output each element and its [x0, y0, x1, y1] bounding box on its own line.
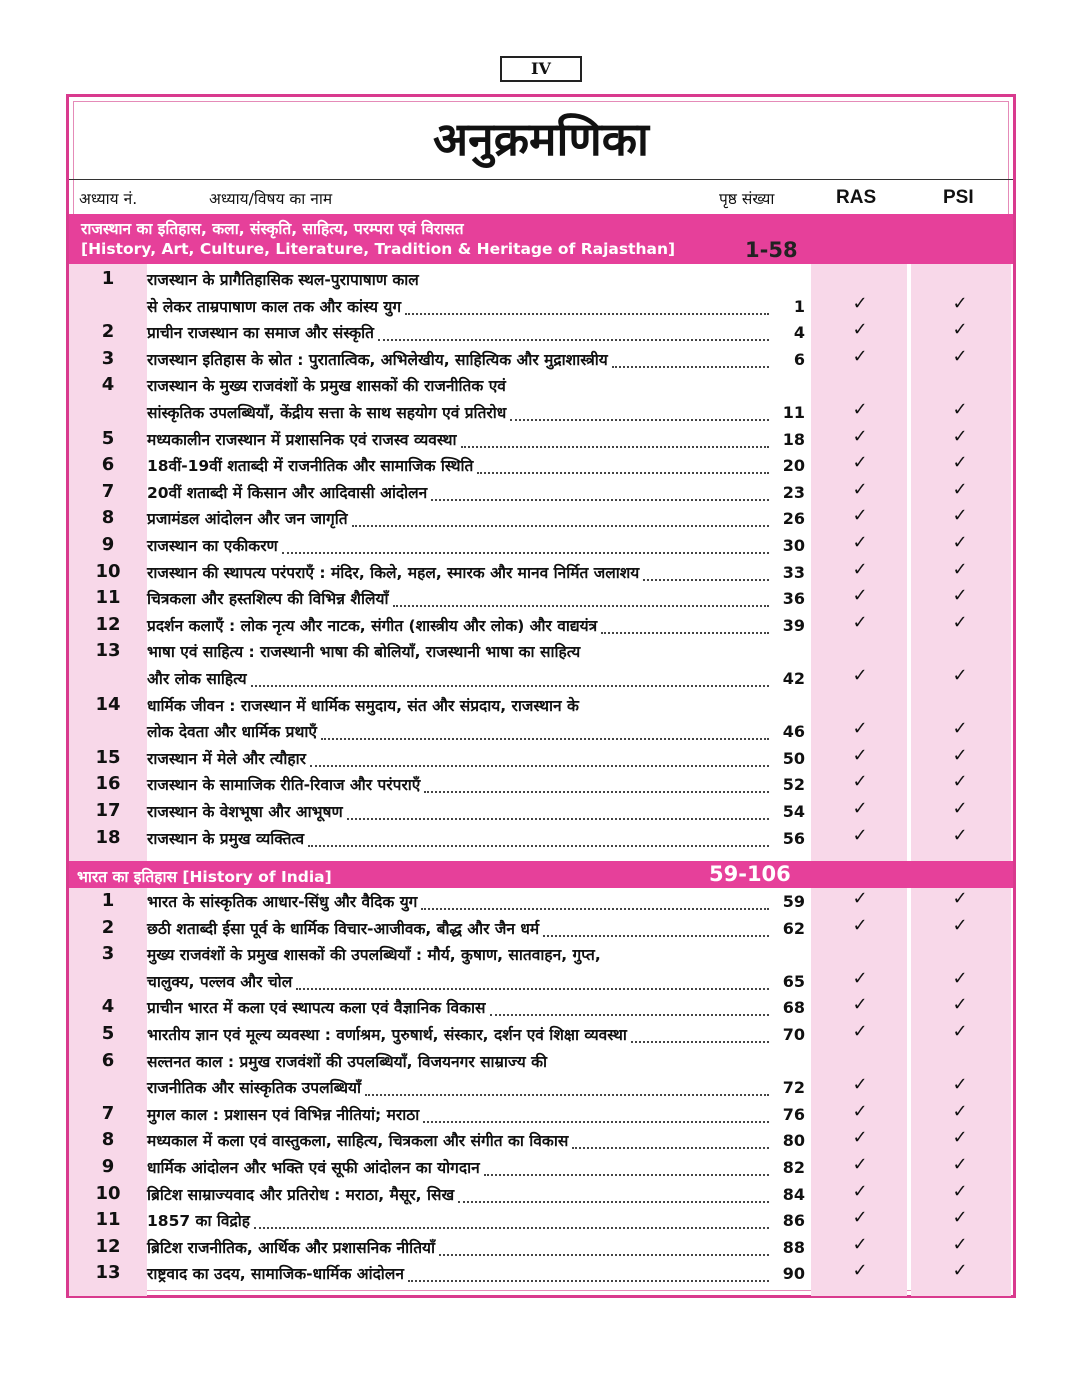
ras-check-icon: ✓: [852, 452, 868, 474]
toc-row: [69, 534, 1013, 561]
chapter-number: 12: [95, 1235, 121, 1257]
chapter-number: 1: [101, 890, 115, 911]
leader-dots: [543, 935, 769, 937]
page-ref: 82: [782, 1158, 805, 1177]
leader-dots: [490, 1014, 769, 1016]
ras-check-icon: ✓: [852, 967, 868, 989]
page-ref: 68: [782, 998, 805, 1018]
chapter-title: प्राचीन राजस्थान का समाज और संस्कृति: [147, 324, 375, 343]
header-chapter-name: अध्याय/विषय का नाम: [209, 190, 333, 208]
page-ref: 88: [782, 1237, 805, 1257]
toc-row: [69, 454, 1013, 481]
leader-dots: [405, 313, 769, 315]
chapter-number: 13: [95, 1262, 121, 1284]
toc-row: [69, 943, 1013, 996]
chapter-number: 3: [101, 347, 115, 369]
ras-check-icon: ✓: [852, 292, 868, 314]
chapter-title: छठी शताब्दी ईसा पूर्व के धार्मिक विचार-आजीवक, बौद्ध और जैन धर्म: [147, 919, 540, 938]
ras-check-icon: ✓: [852, 1233, 868, 1255]
ras-check-icon: ✓: [852, 505, 868, 527]
page-ref: 59: [782, 892, 805, 911]
ras-check-icon: ✓: [852, 914, 868, 936]
chapter-number: 5: [101, 427, 115, 449]
chapter-number: 17: [95, 800, 121, 821]
page-ref: 80: [782, 1131, 805, 1151]
page-ref: 1: [793, 296, 805, 316]
chapter-title: सांस्कृतिक उपलब्धियाँ, केंद्रीय सत्ता के साथ सहयोग एवं प्रतिरोध: [147, 403, 507, 422]
psi-check-icon: ✓: [952, 292, 968, 314]
chapter-title: भारत के सांस्कृतिक आधार-सिंधु और वैदिक युग: [147, 893, 418, 911]
toc-row: [69, 558, 1013, 588]
toc-row: [69, 1129, 1013, 1156]
psi-check-icon: ✓: [952, 558, 968, 580]
leader-dots: [393, 605, 769, 607]
page-ref: 70: [782, 1025, 805, 1044]
leader-dots: [477, 472, 769, 474]
ras-check-icon: ✓: [852, 1154, 868, 1175]
toc-row: [69, 773, 1013, 800]
toc-row: [69, 1050, 1013, 1103]
page-ref: 23: [782, 482, 805, 502]
page-ref: 30: [782, 536, 805, 555]
ras-check-icon: ✓: [852, 398, 868, 420]
section-title-english: [History, Art, Culture, Literature, Tradition & Heritage of Rajasthan]: [81, 240, 676, 258]
toc-row: [69, 425, 1013, 455]
chapter-number: 2: [101, 321, 115, 343]
psi-check-icon: ✓: [952, 319, 968, 341]
ras-check-icon: ✓: [852, 425, 868, 447]
chapter-title: मध्यकालीन राजस्थान में प्रशासनिक एवं राजस्व व्यवस्था: [147, 430, 457, 449]
psi-check-icon: ✓: [952, 478, 968, 500]
leader-dots: [421, 908, 769, 910]
chapter-title: राजस्थान इतिहास के स्रोत : पुरातात्विक, अभिलेखीय, साहित्यिक और मुद्राशास्त्रीय: [147, 350, 608, 369]
chapter-title: राष्ट्रवाद का उदय, सामाजिक-धार्मिक आंदोलन: [147, 1265, 404, 1284]
leader-dots: [484, 1174, 769, 1176]
page-ref: 72: [782, 1078, 805, 1098]
ras-check-icon: ✓: [852, 1021, 868, 1042]
chapter-title: प्राचीन भारत में कला एवं स्थापत्य कला एवं वैज्ञानिक विकास: [147, 999, 486, 1018]
chapter-number: 12: [95, 613, 121, 635]
ras-check-icon: ✓: [852, 1100, 868, 1122]
section-page-range: 59-106: [709, 862, 791, 886]
chapter-number: 11: [95, 587, 121, 609]
leader-dots: [352, 525, 769, 527]
leader-dots: [365, 1094, 769, 1096]
leader-dots: [310, 765, 769, 767]
section-page-range: 1-58: [745, 238, 798, 262]
psi-check-icon: ✓: [952, 1074, 968, 1096]
chapter-title: चालुक्य, पल्लव और चोल: [147, 972, 293, 991]
psi-check-icon: ✓: [952, 1100, 968, 1122]
psi-check-icon: ✓: [952, 824, 968, 846]
leader-dots: [347, 818, 769, 820]
chapter-title: 20वीं शताब्दी में किसान और आदिवासी आंदोलन: [147, 483, 428, 502]
ras-check-icon: ✓: [852, 532, 868, 553]
chapter-number: 4: [101, 996, 115, 1018]
chapter-number: 7: [101, 480, 115, 502]
chapter-title: प्रदर्शन कलाएँ : लोक नृत्य और नाटक, संगीत (शास्त्रीय और लोक) और वाद्ययंत्र: [147, 616, 598, 635]
section-title-hindi: राजस्थान का इतिहास, कला, संस्कृति, साहित्य, परम्परा एवं विरासत: [81, 220, 464, 238]
chapter-number: 3: [101, 943, 115, 965]
psi-check-icon: ✓: [952, 744, 968, 766]
chapter-number: 4: [101, 374, 115, 396]
ras-check-icon: ✓: [852, 824, 868, 846]
chapter-number: 6: [101, 454, 115, 476]
chapter-title: चित्रकला और हस्तशिल्प की विभिन्न शैलियाँ: [147, 590, 389, 609]
chapter-title: राजस्थान में मेले और त्यौहार: [147, 749, 307, 768]
toc-row: [69, 1262, 1013, 1289]
chapter-title: मुगल काल : प्रशासन एवं विभिन्न नीतियां; मराठा: [147, 1105, 420, 1124]
chapter-title: राजस्थान के सामाजिक रीति-रिवाज और परंपराएँ: [147, 776, 421, 795]
chapter-number: 11: [95, 1209, 121, 1231]
chapter-number: 14: [95, 693, 121, 715]
section-header-rajasthan: [69, 214, 1013, 264]
leader-dots: [282, 552, 769, 554]
chapter-title: राजस्थान का एकीकरण: [147, 537, 278, 555]
page-ref: 50: [782, 748, 805, 768]
toc-row: [69, 1156, 1013, 1183]
toc-row: [69, 1209, 1013, 1236]
page-ref: 39: [782, 615, 805, 635]
page-ref: 11: [782, 402, 805, 422]
chapter-number: 15: [95, 746, 121, 768]
header-psi: PSI: [943, 187, 974, 208]
chapter-number: 9: [101, 534, 115, 555]
chapter-title: लोक देवता और धार्मिक प्रथाएँ: [147, 723, 317, 742]
ras-check-icon: ✓: [852, 888, 868, 909]
ras-check-icon: ✓: [852, 744, 868, 766]
leader-dots: [601, 632, 769, 634]
psi-check-icon: ✓: [952, 1233, 968, 1255]
toc-row: [69, 890, 1013, 917]
toc-frame: [66, 94, 1016, 1298]
toc-row: [69, 374, 1013, 427]
ras-check-icon: ✓: [852, 1127, 868, 1149]
psi-check-icon: ✓: [952, 1021, 968, 1042]
table-header: [69, 179, 1013, 215]
chapter-number: 10: [95, 560, 121, 582]
chapter-title: मध्यकाल में कला एवं वास्तुकला, साहित्य, चित्रकला और संगीत का विकास: [147, 1132, 569, 1151]
page-ref: 86: [782, 1211, 805, 1231]
toc-row: [69, 824, 1013, 854]
page-ref: 52: [782, 775, 805, 795]
page-ref: 18: [782, 429, 805, 449]
toc-row: [69, 1233, 1013, 1263]
chapter-title: से लेकर ताम्रपाषाण काल तक और कांस्य युग: [147, 297, 402, 316]
toc-row: [69, 744, 1013, 774]
psi-check-icon: ✓: [952, 1154, 968, 1175]
page-title: अनुक्रमणिका: [433, 112, 649, 166]
toc-row: [69, 478, 1013, 508]
psi-check-icon: ✓: [952, 398, 968, 420]
ras-check-icon: ✓: [852, 718, 868, 740]
leader-dots: [424, 791, 769, 793]
ras-check-icon: ✓: [852, 798, 868, 819]
toc-row: [69, 640, 1013, 693]
page-ref: 20: [782, 456, 805, 476]
ras-check-icon: ✓: [852, 611, 868, 633]
leader-dots: [378, 339, 769, 341]
leader-dots: [631, 1041, 769, 1043]
ras-check-icon: ✓: [852, 664, 868, 686]
ras-check-icon: ✓: [852, 558, 868, 580]
leader-dots: [408, 1280, 769, 1282]
ras-check-icon: ✓: [852, 994, 868, 1016]
psi-check-icon: ✓: [952, 798, 968, 819]
chapter-title: ब्रिटिश साम्राज्यवाद और प्रतिरोध : मराठा, मैसूर, सिख: [147, 1185, 455, 1204]
chapter-title: राजस्थान के वेशभूषा और आभूषण: [147, 803, 343, 821]
page-ref: 56: [782, 828, 805, 848]
leader-dots: [251, 685, 769, 687]
chapter-title: भाषा एवं साहित्य : राजस्थानी भाषा की बोलियाँ, राजस्थानी भाषा का साहित्य: [147, 643, 581, 662]
leader-dots: [643, 579, 769, 581]
page-ref: 62: [782, 918, 805, 938]
chapter-number: 6: [101, 1049, 115, 1071]
psi-check-icon: ✓: [952, 1180, 968, 1202]
psi-check-icon: ✓: [952, 994, 968, 1016]
chapter-number: 18: [95, 826, 121, 848]
psi-check-icon: ✓: [952, 1207, 968, 1229]
toc-row: [69, 321, 1013, 348]
chapter-number: 2: [101, 916, 115, 938]
psi-check-icon: ✓: [952, 532, 968, 553]
chapter-number: 1: [101, 268, 115, 289]
chapter-title: राजनीतिक और सांस्कृतिक उपलब्धियाँ: [147, 1079, 362, 1098]
chapter-number: 10: [95, 1182, 121, 1204]
leader-dots: [439, 1254, 769, 1256]
chapter-title: 1857 का विद्रोह: [147, 1212, 250, 1231]
toc-row: [69, 587, 1013, 614]
page-ref: 54: [782, 802, 805, 821]
leader-dots: [461, 446, 769, 448]
leader-dots: [458, 1201, 769, 1203]
toc-row: [69, 1100, 1013, 1130]
leader-dots: [423, 1121, 769, 1123]
ras-check-icon: ✓: [852, 478, 868, 500]
chapter-number: 5: [101, 1023, 115, 1044]
chapter-title: 18वीं-19वीं शताब्दी में राजनीतिक और सामाजिक स्थिति: [147, 457, 474, 476]
toc-row: [69, 996, 1013, 1023]
page-ref: 65: [782, 971, 805, 991]
psi-check-icon: ✓: [952, 425, 968, 447]
toc-row: [69, 1180, 1013, 1210]
chapter-title: राजस्थान के मुख्य राजवंशों के प्रमुख शासकों की राजनीतिक एवं: [147, 377, 506, 396]
page-ref: 6: [793, 349, 805, 369]
section-title-hindi: भारत का इतिहास [History of India]: [77, 868, 332, 886]
chapter-title: मुख्य राजवंशों के प्रमुख शासकों की उपलब्धियाँ : मौर्य, कुषाण, सातवाहन, गुप्त,: [147, 946, 601, 965]
psi-check-icon: ✓: [952, 914, 968, 936]
page-ref: 90: [782, 1264, 805, 1284]
page-ref: 46: [782, 722, 805, 742]
leader-dots: [296, 988, 769, 990]
page-ref: 33: [782, 562, 805, 582]
psi-check-icon: ✓: [952, 452, 968, 474]
psi-check-icon: ✓: [952, 585, 968, 607]
ras-check-icon: ✓: [852, 1260, 868, 1282]
toc-row: [69, 611, 1013, 641]
psi-check-icon: ✓: [952, 1260, 968, 1282]
leader-dots: [612, 366, 769, 368]
psi-check-icon: ✓: [952, 967, 968, 989]
page-ref: 36: [782, 589, 805, 609]
toc-row: [69, 800, 1013, 827]
leader-dots: [321, 738, 769, 740]
chapter-title: राजस्थान की स्थापत्य परंपराएँ : मंदिर, किले, महल, स्मारक और मानव निर्मित जलाशय: [147, 563, 640, 582]
page-ref: 76: [782, 1104, 805, 1124]
leader-dots: [572, 1147, 769, 1149]
ras-check-icon: ✓: [852, 1074, 868, 1096]
header-ras: RAS: [836, 187, 877, 208]
ras-check-icon: ✓: [852, 1207, 868, 1229]
chapter-title: ब्रिटिश राजनीतिक, आर्थिक और प्रशासनिक नीतियाँ: [147, 1238, 436, 1257]
psi-check-icon: ✓: [952, 1127, 968, 1149]
ras-check-icon: ✓: [852, 585, 868, 607]
chapter-number: 9: [101, 1156, 115, 1177]
toc-row: [69, 1023, 1013, 1050]
ras-check-icon: ✓: [852, 771, 868, 793]
chapter-title: और लोक साहित्य: [147, 669, 247, 688]
toc-row: [69, 345, 1013, 375]
page-ref: 42: [782, 668, 805, 688]
leader-dots: [254, 1227, 769, 1229]
ras-check-icon: ✓: [852, 319, 868, 341]
chapter-title: सल्तनत काल : प्रमुख राजवंशों की उपलब्धियाँ, विजयनगर साम्राज्य की: [147, 1052, 548, 1071]
page-number: IV: [500, 56, 582, 82]
chapter-number: 13: [95, 640, 121, 662]
leader-dots: [308, 845, 769, 847]
page-ref: 26: [782, 509, 805, 529]
page-ref: 84: [782, 1184, 805, 1204]
leader-dots: [431, 499, 769, 501]
psi-check-icon: ✓: [952, 505, 968, 527]
chapter-title: भारतीय ज्ञान एवं मूल्य व्यवस्था : वर्णाश्रम, पुरुषार्थ, संस्कार, दर्शन एवं शिक्षा व्यवस्था: [147, 1026, 627, 1044]
psi-check-icon: ✓: [952, 771, 968, 793]
psi-check-icon: ✓: [952, 345, 968, 367]
chapter-title: धार्मिक आंदोलन और भक्ति एवं सूफी आंदोलन का योगदान: [147, 1159, 480, 1177]
chapter-number: 7: [101, 1102, 115, 1124]
chapter-title: राजस्थान के प्रागैतिहासिक स्थल-पुरापाषाण काल: [147, 271, 419, 289]
toc-row: [69, 507, 1013, 534]
toc-row: [69, 268, 1013, 321]
chapter-title: प्रजामंडल आंदोलन और जन जागृति: [147, 510, 348, 529]
chapter-number: 8: [101, 1129, 115, 1151]
page-ref: 4: [793, 323, 805, 343]
ras-check-icon: ✓: [852, 1180, 868, 1202]
psi-check-icon: ✓: [952, 718, 968, 740]
psi-check-icon: ✓: [952, 888, 968, 909]
leader-dots: [510, 419, 769, 421]
chapter-number: 16: [95, 773, 121, 795]
chapter-number: 8: [101, 507, 115, 529]
chapter-title: राजस्थान के प्रमुख व्यक्तित्व: [147, 829, 305, 848]
header-chapter-no: अध्याय नं.: [79, 190, 138, 208]
chapter-title: धार्मिक जीवन : राजस्थान में धार्मिक समुदाय, संत और संप्रदाय, राजस्थान के: [147, 696, 579, 715]
toc-row: [69, 914, 1013, 944]
header-page-no: पृष्ठ संख्या: [719, 190, 775, 208]
toc-row: [69, 694, 1013, 747]
ras-check-icon: ✓: [852, 345, 868, 367]
psi-check-icon: ✓: [952, 611, 968, 633]
psi-check-icon: ✓: [952, 664, 968, 686]
section-header-india: [69, 861, 1013, 888]
